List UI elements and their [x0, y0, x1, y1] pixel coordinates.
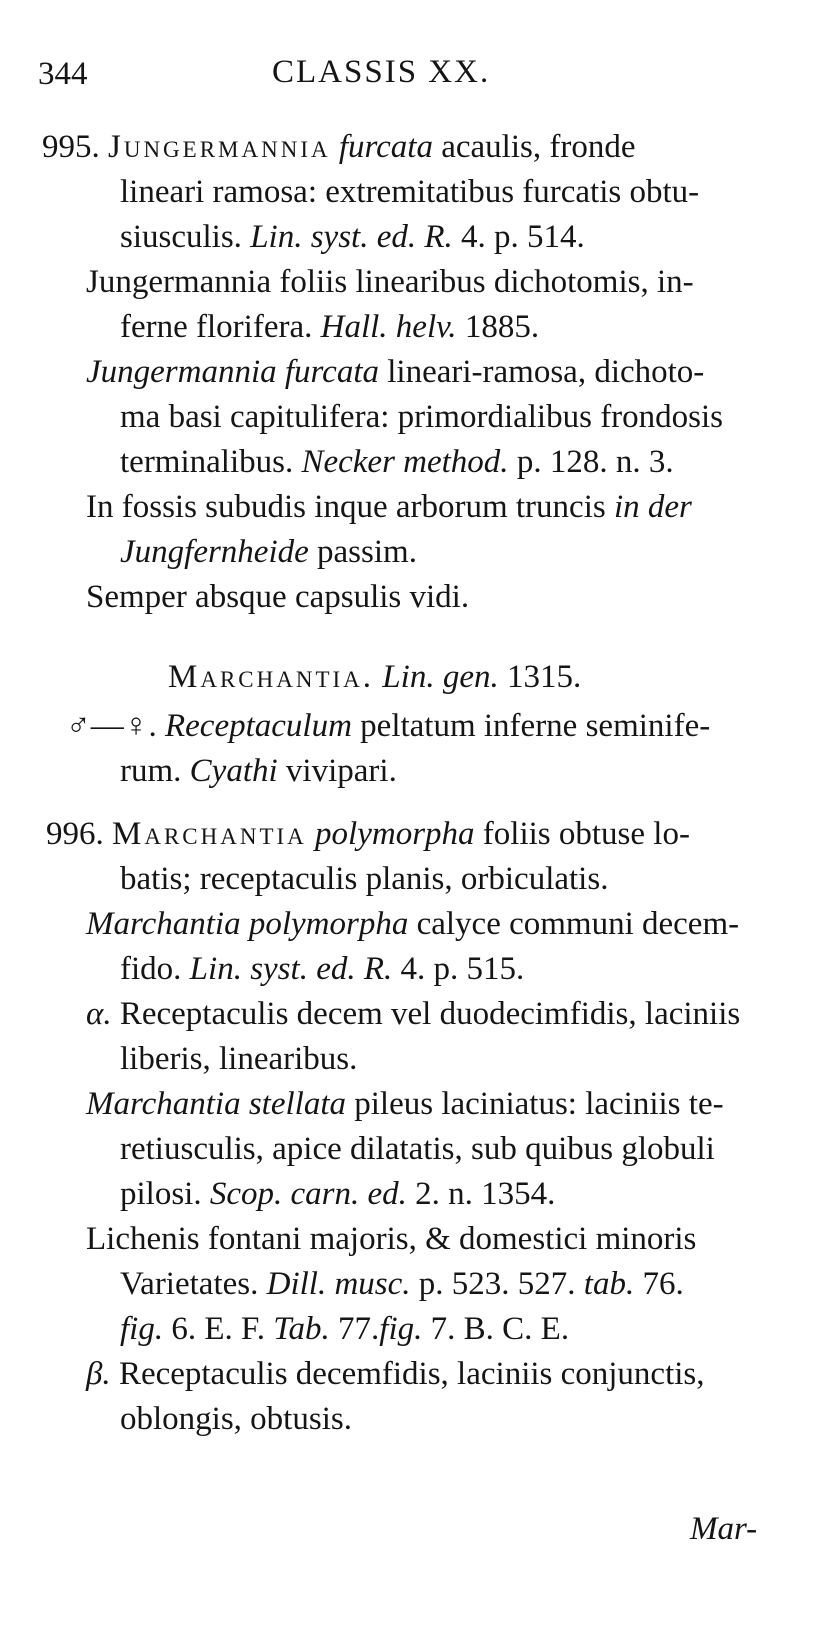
character-text: vivipari. [285, 753, 397, 789]
synonym-text: Varietates. [120, 1266, 259, 1302]
reference-locator: 7. B. C. E. [430, 1311, 570, 1347]
synonym-necker-line-1 [86, 356, 704, 389]
reference-locator: 4. p. 514. [461, 219, 585, 255]
variety-marker: α. [86, 996, 112, 1032]
synonym-dillenius-line-2 [120, 1268, 684, 1301]
habitat-text: passim. [317, 534, 417, 570]
synonym-text: ferne florifera. [120, 309, 313, 345]
diagnosis-text: siusculis. [120, 219, 242, 255]
variety-marker: β. [86, 1356, 111, 1392]
variety-beta-line-2: oblongis, obtusis. [120, 1401, 352, 1437]
diagnosis-text: acaulis, fronde [441, 129, 636, 165]
reference-locator: 4. p. 515. [400, 951, 525, 987]
sex-symbols: ♂—♀. [66, 708, 157, 744]
habitat-text: In fossis subudis inque arborum truncis [86, 489, 606, 525]
reference-locator: 1315. [506, 659, 582, 695]
genus-heading-name: Marchantia. [168, 659, 375, 695]
synonym-text: lineari-ramosa, dichoto- [387, 354, 705, 390]
genus-character-line-2 [120, 755, 397, 788]
synonym-name: Jungermannia furcata [86, 354, 379, 390]
character-text: rum. [120, 753, 182, 789]
character-term: Receptaculum [165, 708, 352, 744]
observation-note: Semper absque capsulis vidi. [86, 579, 470, 615]
entry-996-line-2: batis; receptaculis planis, orbiculatis. [120, 861, 609, 897]
reference-title: Lin. syst. ed. R. [250, 219, 453, 255]
reference-label: fig. [120, 1311, 164, 1347]
synonym-text: pilosi. [120, 1176, 202, 1212]
synonym-name: Marchantia stellata [86, 1086, 347, 1122]
genus-heading [168, 661, 581, 694]
reference-title: Lin. syst. ed. R. [189, 951, 393, 987]
reference-title: Hall. helv. [320, 309, 457, 345]
reference-locator: 6. E. F. [171, 1311, 265, 1347]
synonym-haller-line-1: Jungermannia foliis linearibus dichotomis, in- [86, 264, 694, 300]
character-text: peltatum inferne seminife- [360, 708, 711, 744]
habitat-line-2 [120, 536, 417, 569]
synonym-necker-line-3 [120, 446, 674, 479]
synonym-necker-line-2: ma basi capitulifera: primordialibus frondosis [120, 399, 724, 435]
reference-title: Scop. carn. ed. [209, 1176, 407, 1212]
reference-label: Tab. [273, 1311, 330, 1347]
genus-character-line-1 [66, 710, 710, 743]
variety-text: Receptaculis decemfidis, laciniis conjunctis, [118, 1356, 705, 1392]
entry-995-line-2: lineari ramosa: extremitatibus furcatis obtu- [120, 174, 700, 210]
synonym-text: fido. [120, 951, 182, 987]
entry-996-line-1 [46, 818, 690, 851]
synonym-text: terminalibus. [120, 444, 294, 480]
habitat-line-1 [86, 491, 692, 524]
species-name: polymorpha [315, 816, 475, 852]
synonym-dillenius-line-3 [120, 1313, 569, 1346]
synonym-scopoli-line-2: retiusculis, apice dilatatis, sub quibus globuli [120, 1131, 715, 1167]
genus-name: Marchantia [112, 816, 307, 852]
entry-number: 995. [42, 129, 100, 165]
locality-name: Jungfernheide [120, 534, 309, 570]
reference-locator: 76. [642, 1266, 684, 1302]
reference-locator: p. 523. 527. [418, 1266, 576, 1302]
diagnosis-text: foliis obtuse lo- [482, 816, 690, 852]
character-term: Cyathi [189, 753, 278, 789]
synonym-linnaeus-line-2 [120, 953, 524, 986]
synonym-scopoli-line-1 [86, 1088, 724, 1121]
reference-locator: 1885. [464, 309, 540, 345]
reference-locator: p. 128. n. 3. [516, 444, 674, 480]
variety-alpha-line-1 [86, 998, 740, 1031]
entry-995-line-3 [120, 221, 585, 254]
variety-beta-line-1 [86, 1358, 705, 1391]
synonym-linnaeus-line-1 [86, 908, 739, 941]
entry-995-line-1 [42, 131, 635, 164]
reference-title: Lin. gen. [382, 659, 499, 695]
catchword-text: Mar- [690, 1511, 758, 1547]
synonym-haller-line-2 [120, 311, 539, 344]
synonym-text: pileus laciniatus: laciniis te- [354, 1086, 724, 1122]
reference-title: Necker method. [301, 444, 509, 480]
variety-alpha-line-2: liberis, linearibus. [120, 1041, 358, 1077]
species-name: furcata [338, 129, 433, 165]
variety-text: Receptaculis decem vel duodecimfidis, laciniis [119, 996, 741, 1032]
synonym-dillenius-line-1: Lichenis fontani majoris, & domestici minoris [86, 1221, 697, 1257]
synonym-scopoli-line-3 [120, 1178, 555, 1211]
reference-title: Dill. musc. [266, 1266, 411, 1302]
reference-label: tab. [583, 1266, 635, 1302]
page-number: 344 [38, 56, 88, 92]
genus-name: Jungermannia [108, 129, 331, 165]
reference-locator: 2. n. 1354. [415, 1176, 556, 1212]
reference-locator: 77. [338, 1311, 380, 1347]
synonym-name: Marchantia polymorpha [86, 906, 409, 942]
reference-label: fig. [379, 1311, 423, 1347]
running-title: CLASSIS XX. [272, 54, 491, 90]
entry-number: 996. [46, 816, 104, 852]
catchword [690, 1513, 757, 1546]
locality-name: in der [613, 489, 692, 525]
synonym-text: calyce communi decem- [416, 906, 740, 942]
